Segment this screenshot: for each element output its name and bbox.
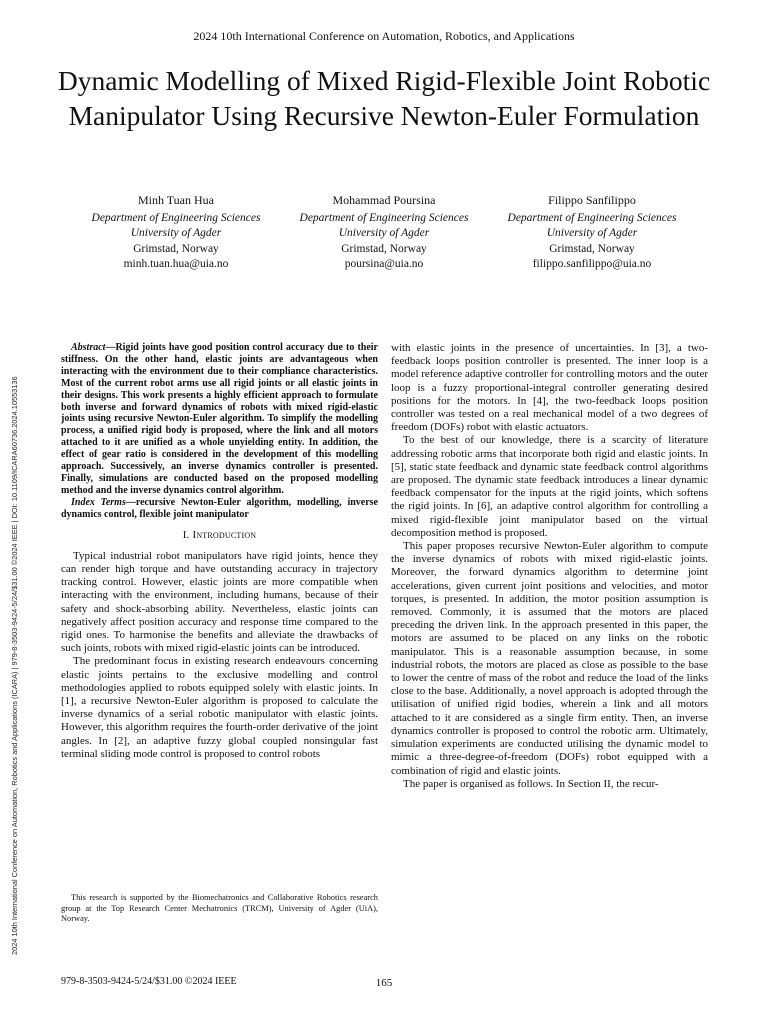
author-email[interactable]: poursina@uia.no — [344, 258, 424, 271]
footer-copyright: 979-8-3503-9424-5/24/$31.00 ©2024 IEEE — [61, 976, 237, 987]
author-univ: University of Agder — [546, 227, 638, 240]
author-block — [72, 193, 696, 273]
abstract — [61, 342, 378, 497]
paragraph: The paper is organised as follows. In Section II, the recur- — [403, 777, 659, 790]
author-city: Grimstad, Norway — [133, 242, 219, 255]
abstract-text: —Rigid joints have good position control accuracy due to their stiffness. On the other hand, elastic joints are advantageous when interacting with the environment due to their compliance characteristics. Most of the current robot arms use all rigid joints or all elastic joints in their designs. This work presents a highly efficient approach to formulate both inverse and forward dynamics of robots with mixed rigid-elastic joints using recursive Newton-Euler algorithm. To simplify the modelling process, a unified rigid body is proposed, where the link and all motors attached to it are unified as a whole unyielding entity. In addition, the effect of gear ratio is considered in the development of this modelling approach. Successively, an inverse dynamics controller is presented. Finally, simulations are conducted based on the proposed modelling method and the inverse dynamics control algorithm. — [61, 342, 378, 496]
paper-title: Dynamic Modelling of Mixed Rigid-Flexible Joint Robotic Manipulator Using Recursive Newton-Euler Formulation — [57, 65, 711, 131]
author-dept: Department of Engineering Sciences — [507, 211, 677, 224]
paragraph: This paper proposes recursive Newton-Euler algorithm to compute the inverse dynamics of robots with mixed rigid-elastic joints. Moreover, the forward dynamics algorithm to determine joint accelerations, given current joint positions and velocities, and motor torques, is presented. In addition, the motor position assumption is removed. Commonly, it is assumed that the motors are placed preceding the driven link. In the approach presented in this paper, the motors are assumed to be placed on any links on the robotic manipulator. This is a reasonable assumption because, in some industrial robots, the motors are placed as close as possible to the base to lower the centre of mass of the robot and reduce the load of the links close to the base. Additionally, a novel approach is adopted through the utilisation of unified rigid bodies, wherein a link and all motors attached to it are considered as a single firm entity. Then, an inverse dynamics controller is proposed to control the robotic arm. Ultimately, simulation experiments are conducted utilising the dynamic model to mimic a three-degree-of-freedom (DOFs) robot equipped with a combination of rigid and elastic joints. — [391, 540, 708, 777]
author-dept: Department of Engineering Sciences — [299, 211, 469, 224]
author-name: Minh Tuan Hua — [137, 193, 214, 207]
left-column — [61, 342, 378, 761]
author-name: Mohammad Poursina — [332, 193, 436, 207]
author-name: Filippo Sanfilippo — [548, 193, 636, 207]
paragraph: Typical industrial robot manipulators have rigid joints, hence they can render high torque and have outstanding accuracy in trajectory tracking control. However, elastic joints are more compatible when interacting with the environment, including humans, because of their safety and shock-absorbing ability. Nevertheless, elastic joints can negatively affect position accuracy and response time compared to the rigid ones. To harmonise the benefits and alleviate the drawbacks of such joints, robots with mixed rigid-elastic joints can be introduced. — [61, 549, 378, 655]
index-terms-label: Index Terms — [71, 496, 126, 508]
author-email[interactable]: minh.tuan.hua@uia.no — [123, 258, 229, 271]
page-number: 165 — [375, 977, 393, 989]
author-2 — [280, 193, 488, 273]
author-univ: University of Agder — [338, 227, 430, 240]
section-heading-introduction: I. Introduction — [182, 528, 257, 541]
author-city: Grimstad, Norway — [549, 242, 635, 255]
conference-header: 2024 10th International Conference on Automation, Robotics, and Applications — [193, 29, 575, 43]
author-univ: University of Agder — [130, 227, 222, 240]
paragraph: To the best of our knowledge, there is a scarcity of literature addressing robotic arms that incorporate both rigid and elastic joints. In [5], static state feedback and dynamic state feedback control algorithms are proposed. The dynamic state feedback introduces a linear dynamic feedback compensator for the inputs at the rigid joints, which softens the rigid joints. In [6], an adaptive control algorithm for controlling a mixed rigid-flexible joint manipulator based on the virtual decomposition method is proposed. — [391, 434, 708, 539]
author-1 — [72, 193, 280, 273]
paragraph: with elastic joints in the presence of uncertainties. In [3], a two-feedback loops position controller is presented. The inner loop is a model reference adaptive controller for controlling motors and the outer loop is a fuzzy proportional-integral controller generating desired positions for the motors. In [4], the two-feedback loops position controller was tested on a real mechanical model of a two degrees of freedom (DOFs) robot with elastic actuators. — [391, 342, 708, 434]
paragraph: The predominant focus in existing research endeavours concerning elastic joints pertains to the exclusive modelling and control methodologies applied to robots equipped solely with elastic joints. In [1], a recursive Newton-Euler algorithm is proposed to calculate the inverse dynamics of a serial robotic manipulator with elastic joints. However, this algorithm requires the fourth-order derivative of the joint angles. In [2], an adaptive fuzzy global coupled nonsingular fast terminal sliding mode control is proposed to control robots — [61, 655, 378, 760]
footnote: This research is supported by the Biomechatronics and Collaborative Robotics research group at the Top Research Center Mechatronics (TRCM), University of Agder (UiA), Norway. — [61, 893, 378, 923]
index-terms — [61, 497, 378, 521]
right-column — [391, 342, 708, 791]
author-email[interactable]: filippo.sanfilippo@uia.no — [532, 258, 652, 271]
author-city: Grimstad, Norway — [341, 242, 427, 255]
index-terms-text: —recursive Newton-Euler algorithm, modelling, inverse dynamics control, flexible joint manipulator — [61, 496, 378, 520]
abstract-label: Abstract — [71, 342, 106, 353]
author-dept: Department of Engineering Sciences — [91, 211, 261, 224]
doi-sidebar: 2024 10th International Conference on Automation, Robotics and Applications (ICARA) | 979-8-3503-9424-5/24/$31.00 ©2024 IEEE | DOI: 10.1109/ICARA60736.2024.10553136 — [10, 376, 19, 955]
author-3 — [488, 193, 696, 273]
